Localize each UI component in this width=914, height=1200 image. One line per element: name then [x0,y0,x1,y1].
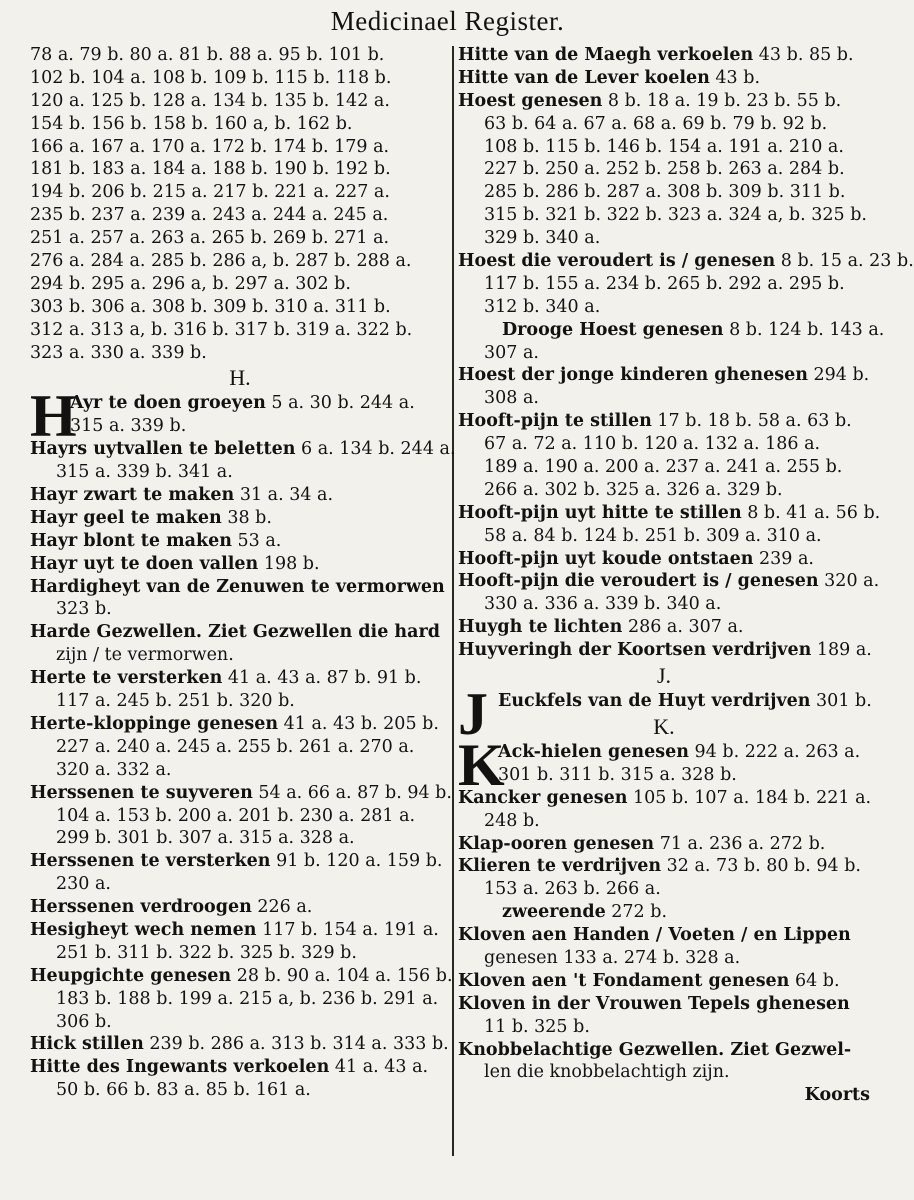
entry-refs: 11 b. 325 b. [484,1016,590,1037]
entry-refs: 248 b. [484,810,540,831]
entry-refs: 315 a. 339 b. [70,416,187,437]
entry-refs: 117 a. 245 b. 251 b. 320 b. [56,691,295,712]
entry-refs: 120 a. 125 b. 128 a. 134 b. 135 b. 142 a. [30,90,390,111]
entry-line [30,1033,450,1056]
entry-line [458,548,870,571]
index-subentry [458,319,885,342]
entry-refs: 307 a. [484,342,539,363]
index-entry [458,639,870,662]
entry-refs: 5 a. 30 b. 244 a. [265,393,415,414]
entry-refs: 235 b. 237 a. 239 a. 243 a. 244 a. 245 a. [30,205,389,226]
entry-refs: 312 b. 340 a. [484,296,601,317]
dropcap-j: J [458,681,488,748]
entry-refs: 330 a. 336 a. 339 b. 340 a. [484,594,722,615]
entry-line [30,553,450,576]
entry-term: Kloven aen Handen / Voeten / en Lippen [458,925,851,946]
entry-refs: 43 b. 85 b. [753,45,854,65]
entry-refs: 312 a. 313 a, b. 316 b. 317 b. 319 a. 322 b. [30,319,413,340]
entry-term: Hardigheyt van de Zenuwen te vermorwen [30,576,445,597]
index-subentry [458,901,870,924]
entry-term: Hooft-pijn die veroudert is / genesen [458,571,819,592]
entry-refs: 104 a. 153 b. 200 a. 201 b. 230 a. 281 a. [56,805,416,826]
entry-refs: 63 b. 64 a. 67 a. 68 a. 69 b. 79 b. 92 b. [484,113,828,134]
index-entry [30,896,450,919]
entry-refs: 64 b. [789,970,840,991]
index-entry [30,1056,450,1102]
entry-term: Herte te versterken [30,668,223,689]
entry-refs: 166 a. 167 a. 170 a. 172 b. 174 b. 179 a. [30,136,390,157]
entry-refs: 294 b. 295 a. 296 a, b. 297 a. 302 b. [30,273,351,294]
entry-refs: 306 b. [56,1011,112,1032]
entry-refs: 308 a. [484,388,539,409]
entry-line [30,896,450,919]
index-entry [458,364,870,410]
index-entry [30,621,450,667]
entry-refs: 251 b. 311 b. 322 b. 325 b. 329 b. [56,942,357,963]
index-entry [458,44,870,67]
index-entry [458,855,870,901]
index-entry [458,993,870,1039]
index-entry [30,782,450,851]
entry-refs: 320 a. 332 a. [56,759,172,780]
entry-line [458,855,870,878]
entry-term: Kancker genesen [458,787,628,808]
entry-refs: 17 b. 18 b. 58 a. 63 b. [651,411,852,432]
entry-refs: 323 b. [56,599,112,620]
entry-refs: 43 b. [709,67,761,88]
column-divider [452,46,454,1156]
index-entry [30,576,450,622]
index-entry [458,1039,870,1085]
index-entry [458,833,870,856]
entry-refs: 227 a. 240 a. 245 a. 255 b. 261 a. 270 a. [56,736,415,757]
entry-refs: 285 b. 286 b. 287 a. 308 b. 309 b. 311 b. [484,182,846,203]
entry-refs: 67 a. 72 a. 110 b. 120 a. 132 a. 186 a. [484,434,821,455]
entry-refs: 108 b. 115 b. 146 b. 154 a. 191 a. 210 a. [484,136,844,157]
entry-line [458,67,870,90]
entry-term: Hooft-pijn uyt koude ontstaen [458,548,754,569]
entry-refs: 91 b. 120 a. 159 b. [270,851,443,872]
entry-line [458,502,881,525]
entry-refs: 303 b. 306 a. 308 b. 309 b. 310 a. 311 b. [30,296,391,317]
entry-refs: 78 a. 79 b. 80 a. 81 b. 88 a. 95 b. 101 b. [30,45,385,65]
entry-refs: 50 b. 66 b. 83 a. 85 b. 161 a. [56,1080,311,1101]
k-entries [458,787,870,901]
entry-refs: 94 b. 222 a. 263 a. [688,741,861,762]
entry-line [30,713,450,736]
entry-refs: 299 b. 301 b. 307 a. 315 a. 328 a. [56,828,355,849]
entry-term: Huyveringh der Koortsen verdrijven [458,640,812,661]
entry-term: zweerende [502,902,606,923]
entry-refs: 154 b. 156 b. 158 b. 160 a, b. 162 b. [30,113,353,134]
entry-refs: 323 a. 330 a. 339 b. [30,342,207,363]
entry-term: Ayr te doen groeyen [70,393,266,414]
index-entry [458,90,870,250]
entry-refs: 28 b. 90 a. 104 a. 156 b. [231,965,453,986]
index-entry [458,970,870,993]
entry-line [458,787,870,810]
entry-line [458,993,870,1016]
entry-term: Klap-ooren genesen [458,833,655,854]
entry-line [458,639,870,662]
entry-line [30,484,450,507]
entry-term: Knobbelachtige Gezwellen. Ziet Gezwel- [458,1039,852,1060]
entry-term: Hesigheyt wech nemen [30,919,257,940]
entry-refs: 272 b. [605,902,668,923]
index-entry [30,507,450,530]
entry-refs: 58 a. 84 b. 124 b. 251 b. 309 a. 310 a. [484,525,822,546]
entry-term: Hick stillen [30,1034,144,1055]
entry-refs: 102 b. 104 a. 108 b. 109 b. 115 b. 118 b. [30,67,392,88]
entry-term: Kloven in der Vrouwen Tepels ghenesen [458,993,850,1014]
entry-line [30,1056,450,1079]
entry-line [30,576,450,599]
entry-term: Hayr blont te maken [30,530,232,551]
entry-term: Hayr zwart te maken [30,485,235,506]
entry-refs: 8 b. 18 a. 19 b. 23 b. 55 b. [602,90,842,111]
h-entries-right [458,44,914,319]
entry-line [458,364,870,387]
entry-term: Hooft-pijn uyt hitte te stillen [458,502,742,523]
entry-refs: 276 a. 284 a. 285 b. 286 a, b. 287 b. 288 a. [30,251,412,272]
entry-line [30,919,450,942]
entry-refs: 71 a. 236 a. 272 b. [654,833,826,854]
entry-refs: zijn / te vermorwen. [56,645,234,666]
index-entry [30,484,450,507]
entry-refs: 286 a. 307 a. [622,617,744,638]
entry-term: Klieren te verdrijven [458,856,662,877]
entry-line [458,90,870,113]
section-heading-h: H. [229,365,251,391]
entry-line [30,782,450,805]
entry-refs: 227 b. 250 a. 252 b. 258 b. 263 a. 284 b. [484,159,845,180]
entry-line [30,530,450,553]
g-continuation [30,44,450,364]
entry-term: Euckfels van de Huyt verdrijven [498,691,811,712]
index-entry [30,965,453,1034]
index-entry [458,67,870,90]
index-entry [30,1033,450,1056]
page-title: Medicinael Register. [330,6,565,36]
index-entry [30,530,450,553]
entry-refs: 181 b. 183 a. 184 a. 188 b. 190 b. 192 b. [30,159,391,180]
entry-refs: 294 b. [807,365,870,386]
entry-term: Hayr uyt te doen vallen [30,553,259,574]
entry-term: Hitte van de Maegh verkoelen [458,45,754,65]
entry-term: Hayr geel te maken [30,507,222,528]
entry-line [30,850,450,873]
entry-refs: 117 b. 155 a. 234 b. 265 b. 292 a. 295 b. [484,273,845,294]
index-entry [30,553,450,576]
right-column [458,44,914,1107]
entry-line [458,924,870,947]
entry-refs: 41 a. 43 a. 87 b. 91 b. [222,668,422,689]
index-entry [458,616,870,639]
index-entry [458,787,870,833]
index-entry [458,548,870,571]
entry-refs: 8 b. 124 b. 143 a. [723,319,885,340]
entry-line [30,621,450,644]
entry-refs: 301 b. [810,691,872,712]
index-entry [458,250,914,319]
entry-term: Herssenen te versterken [30,851,271,872]
entry-term: Hitte van de Lever koelen [458,67,710,88]
entry-refs: 183 b. 188 b. 199 a. 215 a, b. 236 b. 291 a. [56,988,439,1009]
index-entry [30,713,450,782]
entry-term: Hooft-pijn te stillen [458,411,652,432]
index-entry [458,410,870,502]
section-heading-k: K. [653,713,675,739]
entry-term: Kloven aen 't Fondament genesen [458,970,790,991]
entry-refs: 189 a. [811,640,872,661]
entry-line [30,507,450,530]
entry-refs: 251 a. 257 a. 263 a. 265 b. 269 b. 271 a. [30,228,390,249]
index-entry [30,438,456,484]
entry-line [30,965,453,988]
entry-refs: 41 a. 43 b. 205 b. [278,713,439,734]
entry-line [30,667,450,690]
entry-refs: 329 b. 340 a. [484,228,601,249]
entry-line [458,570,880,593]
entry-line [458,970,870,993]
entry-refs: 8 b. 41 a. 56 b. [741,502,881,523]
entry-refs: 8 b. 15 a. 23 b. [775,251,914,272]
entry-refs: 230 a. [56,874,111,895]
entry-term: Hayrs uytvallen te beletten [30,439,296,460]
entry-term: Harde Gezwellen. Ziet Gezwellen die hard [30,622,440,643]
left-column [30,44,456,1102]
entry-refs: 105 b. 107 a. 184 b. 221 a. [627,787,872,808]
entry-refs: 6 a. 134 b. 244 a. [295,439,456,460]
entry-line [30,438,456,461]
entry-term: Hoest genesen [458,90,603,111]
entry-refs: 239 a. [753,548,814,569]
entry-term: Herssenen verdroogen [30,897,252,918]
entry-refs: 41 a. 43 a. [329,1057,429,1078]
entry-refs: 53 a. [231,530,282,551]
index-entry [458,924,870,970]
entry-line [458,1039,870,1062]
index-entry [30,667,450,713]
entry-refs: 266 a. 302 b. 325 a. 326 a. 329 b. [484,479,783,500]
index-entry [458,570,880,616]
entry-term: Hoest die veroudert is / genesen [458,251,776,272]
entry-term: Herte-kloppinge genesen [30,713,279,734]
dropcap-k: K [458,731,505,798]
index-entry [458,502,881,548]
entry-refs: 320 a. [818,571,880,592]
entry-refs: 315 a. 339 b. 341 a. [56,462,233,483]
entry-term: Drooge Hoest genesen [502,319,724,340]
entry-refs: 32 a. 73 b. 80 b. 94 b. [661,856,861,877]
catchword: Koorts [804,1085,870,1106]
entry-line [458,833,870,856]
index-entry [458,681,872,748]
entry-line [458,410,870,433]
entry-line [458,250,914,273]
entry-line [458,616,870,639]
entry-refs: 315 b. 321 b. 322 b. 323 a. 324 a, b. 325 b. [484,205,867,226]
h-entries-right-2 [458,364,881,662]
entry-refs: 31 a. 34 a. [234,485,334,506]
entry-refs: 54 a. 66 a. 87 b. 94 b. [252,782,452,803]
entry-line [458,44,870,67]
entry-refs: 153 a. 263 b. 266 a. [484,879,661,900]
entry-refs: 198 b. [258,553,320,574]
entry-term: Hoest der jonge kinderen ghenesen [458,365,808,386]
entry-refs: 194 b. 206 b. 215 a. 217 b. 221 a. 227 a. [30,182,390,203]
entry-term: Heupgichte genesen [30,965,232,986]
entry-term: Huygh te lichten [458,617,623,638]
index-entry [30,850,450,896]
entry-term: Hitte des Ingewants verkoelen [30,1057,330,1078]
entry-refs: 301 b. 311 b. 315 a. 328 b. [498,764,737,785]
entry-refs: 239 b. 286 a. 313 b. 314 a. 333 b. [143,1034,449,1055]
h-entries-left [30,438,456,1102]
entry-refs: 189 a. 190 a. 200 a. 237 a. 241 a. 255 b. [484,457,843,478]
entry-refs: genesen 133 a. 274 b. 328 a. [484,947,741,968]
entry-refs: 226 a. [251,897,313,918]
entry-refs: 38 b. [221,507,272,528]
entry-refs: len die knobbelachtigh zijn. [484,1062,730,1083]
entry-term: Ack-hielen genesen [498,741,689,762]
entry-term: Herssenen te suyveren [30,782,253,803]
index-entry [30,919,450,965]
dropcap-h: H [30,383,77,450]
section-heading-j: J. [656,663,672,689]
k-entries-2 [458,924,870,1084]
entry-refs: 117 b. 154 a. 191 a. [256,919,439,940]
